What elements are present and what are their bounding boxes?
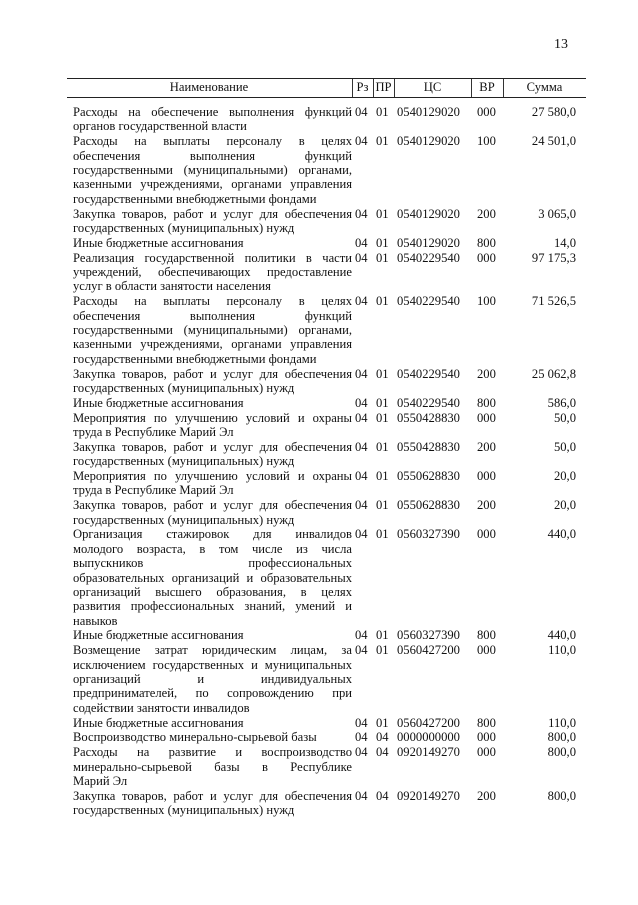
row-name (73, 105, 352, 134)
row-rz: 04 (355, 527, 368, 542)
row-cs: 0560427200 (397, 643, 460, 658)
row-vr: 000 (477, 105, 496, 119)
row-cs: 0560327390 (397, 628, 460, 643)
row-vr: 000 (477, 730, 496, 745)
row-name-line: казенными учреждениями, органами управления (73, 337, 352, 352)
row-vr: 800 (477, 235, 496, 250)
row-cs: 0540229540 (397, 294, 460, 309)
row-sum: 800,0 (547, 730, 576, 745)
row-rz: 04 (355, 745, 368, 760)
row-name-line: государственных (муниципальных) нужд (73, 512, 295, 527)
row-vr: 000 (477, 250, 496, 265)
row-name (73, 367, 352, 396)
row-rz: 04 (355, 410, 368, 425)
row-name (73, 527, 352, 628)
row-cs: 0000000000 (397, 730, 460, 745)
row-pr: 01 (376, 498, 389, 513)
table-row (67, 498, 586, 527)
row-rz: 04 (355, 498, 368, 513)
row-name-line: государственных (муниципальных) нужд (73, 220, 295, 235)
row-sum: 800,0 (547, 745, 576, 760)
row-cs: 0540129020 (397, 206, 460, 221)
row-rz: 04 (355, 643, 368, 658)
row-cs: 0540129020 (397, 134, 460, 149)
row-name-line: развития профессиональных знаний, умений и (73, 599, 352, 614)
table-row (67, 730, 586, 745)
row-sum: 25 062,8 (531, 366, 576, 381)
row-rz: 04 (355, 788, 368, 803)
row-name-line: Закупка товаров, работ и услуг для обеспечения (73, 788, 352, 803)
row-name-line: Расходы на выплаты персоналу в целях (73, 134, 352, 149)
row-name-line: Иные бюджетные ассигнования (73, 628, 244, 643)
row-cs: 0920149270 (397, 788, 460, 803)
row-cs: 0550628830 (397, 498, 460, 513)
row-name-line: Воспроизводство минерально-сырьевой базы (73, 730, 317, 745)
row-rz: 04 (355, 206, 368, 221)
row-cs: 0540129020 (397, 235, 460, 250)
row-vr: 100 (477, 134, 496, 149)
row-vr: 000 (477, 410, 496, 425)
row-name-line: казенными учреждениями, органами управления (73, 177, 352, 192)
table-row (67, 716, 586, 731)
row-name-line: государственными (муниципальными) органами, (73, 163, 352, 177)
row-rz: 04 (355, 366, 368, 381)
row-rz: 04 (355, 715, 368, 730)
row-name (73, 134, 352, 206)
row-name-line: Закупка товаров, работ и услуг для обеспечения (73, 206, 352, 221)
row-sum: 14,0 (553, 235, 576, 250)
row-pr: 01 (376, 715, 389, 730)
row-name-line: содействии занятости инвалидов (73, 700, 250, 715)
row-cs: 0540229540 (397, 250, 460, 265)
row-name-line: услуг в области занятости населения (73, 279, 271, 294)
row-sum: 110,0 (548, 715, 576, 730)
row-name-line: Расходы на обеспечение выполнения функций (73, 105, 352, 119)
table-row (67, 745, 586, 789)
row-sum: 27 580,0 (531, 105, 576, 119)
row-sum: 24 501,0 (531, 134, 576, 149)
row-sum: 440,0 (547, 527, 576, 542)
row-name-line: государственных (муниципальных) нужд (73, 454, 295, 469)
row-rz: 04 (355, 294, 368, 309)
row-cs: 0560327390 (397, 527, 460, 542)
row-name-line: Закупка товаров, работ и услуг для обеспечения (73, 439, 352, 454)
row-name-line: Иные бюджетные ассигнования (73, 235, 244, 250)
row-name-line: молодого возраста, в том числе из числа (73, 541, 352, 556)
row-name-line: Расходы на выплаты персоналу в целях (73, 294, 352, 309)
row-sum: 586,0 (547, 395, 576, 410)
row-pr: 01 (376, 105, 389, 119)
row-pr: 01 (376, 410, 389, 425)
row-rz: 04 (355, 250, 368, 265)
row-name-line: Мероприятия по улучшению условий и охраны (73, 410, 352, 425)
row-name-line: труда в Республике Марий Эл (73, 483, 234, 498)
row-vr: 000 (477, 745, 496, 760)
row-name (73, 251, 352, 294)
row-pr: 01 (376, 294, 389, 309)
row-pr: 01 (376, 468, 389, 483)
header-pr: ПР (375, 80, 392, 94)
row-name (73, 730, 352, 744)
table-body (67, 105, 586, 818)
row-cs: 0550628830 (397, 468, 460, 483)
table-header (67, 78, 586, 98)
row-name (73, 745, 352, 788)
row-vr: 200 (477, 439, 496, 454)
row-sum: 3 065,0 (538, 206, 576, 221)
row-name (73, 716, 352, 730)
row-sum: 50,0 (553, 439, 576, 454)
table-row (67, 396, 586, 411)
row-name (73, 440, 352, 469)
row-pr: 01 (376, 439, 389, 454)
row-name-line: Иные бюджетные ассигнования (73, 395, 244, 410)
row-name-line: государственными внебюджетными фондами (73, 191, 317, 206)
header-cs: ЦС (423, 80, 442, 94)
row-vr: 200 (477, 498, 496, 513)
row-vr: 800 (477, 395, 496, 410)
row-pr: 04 (376, 730, 389, 745)
row-sum: 20,0 (553, 468, 576, 483)
header-vr: ВР (479, 80, 495, 94)
row-sum: 97 175,3 (531, 250, 576, 265)
row-name-line: государственными внебюджетными фондами (73, 351, 317, 366)
table-row (67, 527, 586, 628)
row-pr: 01 (376, 527, 389, 542)
row-sum: 50,0 (553, 410, 576, 425)
row-pr: 01 (376, 643, 389, 658)
header-rz: Рз (356, 80, 369, 94)
table-row (67, 440, 586, 469)
row-name (73, 643, 352, 715)
row-vr: 200 (477, 366, 496, 381)
row-name-line: Мероприятия по улучшению условий и охраны (73, 468, 352, 483)
row-pr: 01 (376, 206, 389, 221)
row-vr: 200 (477, 788, 496, 803)
row-name-line: Реализация государственной политики в части (73, 250, 352, 265)
row-name (73, 498, 352, 527)
row-name (73, 628, 352, 642)
table-row (67, 207, 586, 236)
row-name-line: Возмещение затрат юридическим лицам, за (73, 643, 352, 658)
table-row (67, 628, 586, 643)
row-name (73, 207, 352, 236)
row-cs: 0920149270 (397, 745, 460, 760)
row-vr: 200 (477, 206, 496, 221)
row-rz: 04 (355, 439, 368, 454)
row-name-line: навыков (73, 613, 118, 628)
row-name-line: учреждений, обеспечивающих предоставление (73, 264, 352, 279)
row-name-line: Иные бюджетные ассигнования (73, 715, 244, 730)
row-sum: 800,0 (547, 788, 576, 803)
header-sum: Сумма (526, 80, 563, 94)
row-name (73, 236, 352, 250)
row-name-line: государственных (муниципальных) нужд (73, 803, 295, 818)
table-row (67, 469, 586, 498)
row-pr: 04 (376, 788, 389, 803)
row-pr: 04 (376, 745, 389, 760)
budget-table (67, 78, 586, 818)
row-name-line: органов государственной власти (73, 119, 247, 134)
row-cs: 0540129020 (397, 105, 460, 119)
row-name-line: исключением государственных и муниципальных (73, 657, 352, 672)
row-name-line: Марий Эл (73, 774, 128, 789)
row-cs: 0560427200 (397, 715, 460, 730)
row-rz: 04 (355, 134, 368, 149)
row-vr: 000 (477, 527, 496, 542)
row-name (73, 469, 352, 498)
row-rz: 04 (355, 395, 368, 410)
page-number: 13 (554, 37, 568, 52)
row-name (73, 789, 352, 818)
row-name (73, 294, 352, 366)
table-row (67, 643, 586, 715)
row-pr: 01 (376, 250, 389, 265)
row-vr: 800 (477, 715, 496, 730)
row-rz: 04 (355, 105, 368, 119)
row-sum: 440,0 (547, 628, 576, 643)
row-cs: 0550428830 (397, 439, 460, 454)
table-row (67, 134, 586, 206)
row-pr: 01 (376, 235, 389, 250)
row-vr: 000 (477, 643, 496, 658)
row-name-line: минерально-сырьевой базы в Республике (73, 759, 352, 774)
table-row (67, 367, 586, 396)
table-row (67, 294, 586, 366)
row-name-line: обеспечения выполнения функций (73, 308, 352, 323)
row-name-line: Закупка товаров, работ и услуг для обеспечения (73, 366, 352, 381)
row-pr: 01 (376, 366, 389, 381)
row-sum: 20,0 (553, 498, 576, 513)
row-cs: 0540229540 (397, 395, 460, 410)
table-row (67, 251, 586, 295)
row-sum: 110,0 (548, 643, 576, 658)
table-row (67, 236, 586, 251)
row-name-line: труда в Республике Марий Эл (73, 424, 234, 439)
row-rz: 04 (355, 235, 368, 250)
row-name-line: организаций и индивидуальных (73, 672, 352, 687)
row-name-line: Закупка товаров, работ и услуг для обеспечения (73, 498, 352, 513)
row-name-line: образовательных организаций и образовательных (73, 570, 352, 585)
row-name (73, 411, 352, 440)
row-rz: 04 (355, 730, 368, 745)
row-name-line: Организация стажировок для инвалидов (73, 527, 352, 542)
row-pr: 01 (376, 395, 389, 410)
row-rz: 04 (355, 628, 368, 643)
row-name-line: обеспечения выполнения функций (73, 148, 352, 163)
row-name-line: государственными (муниципальными) органами, (73, 322, 352, 337)
table-row (67, 789, 586, 818)
header-name: Наименование (169, 80, 249, 94)
row-name-line: государственных (муниципальных) нужд (73, 380, 295, 395)
row-vr: 000 (477, 468, 496, 483)
row-cs: 0550428830 (397, 410, 460, 425)
row-name-line: организаций высшего образования, в целях (73, 584, 352, 599)
row-vr: 100 (477, 294, 496, 309)
row-pr: 01 (376, 628, 389, 643)
table-row (67, 411, 586, 440)
row-name-line: предпринимателей, по сопровождению при (73, 686, 352, 701)
row-name (73, 396, 352, 410)
table-row (67, 105, 586, 134)
row-pr: 01 (376, 134, 389, 149)
row-rz: 04 (355, 468, 368, 483)
row-cs: 0540229540 (397, 366, 460, 381)
row-name-line: Расходы на развитие и воспроизводство (73, 745, 352, 760)
row-vr: 800 (477, 628, 496, 643)
row-name-line: выпускников профессиональных (73, 556, 352, 571)
row-sum: 71 526,5 (531, 294, 576, 309)
